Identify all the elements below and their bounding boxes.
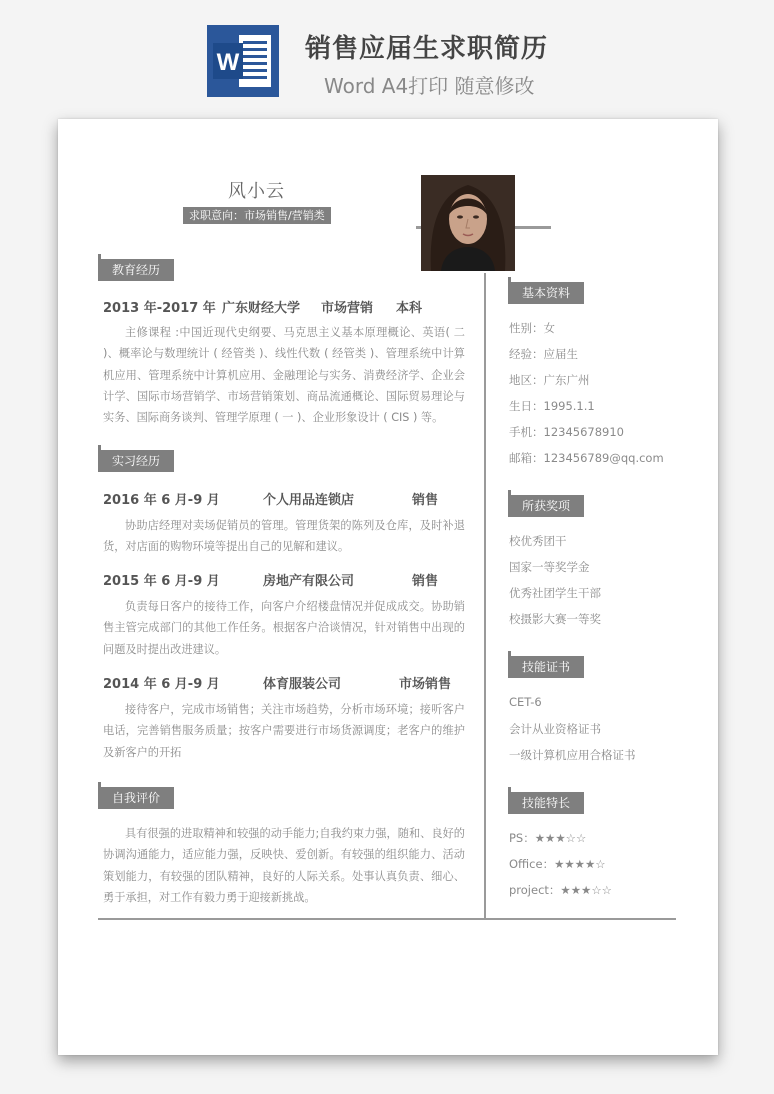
awards-heading: 所获奖项 [508, 495, 584, 517]
internship-role: 销售 [412, 574, 439, 589]
internship-description: 接待客户，完成市场销售；关注市场趋势，分析市场环境；接听客户电话，完善销售服务质量；按客户需要进行市场货源调度；老客户的维护及新客户的开拓 [103, 703, 465, 759]
basic-info-item: 生日：1995.1.1 [509, 399, 595, 413]
education-degree: 本科 [396, 301, 423, 316]
self-eval-description: 具有很强的进取精神和较强的动手能力;自我约束力强，随和、良好的协调沟通能力，适应能力强，反映快、爱创新。有较强的组织能力、活动策划能力，有较强的团队精神，良好的人际关系。处事认真负责、细心、勇于承担，对工作有毅力勇于迎接新挑战。 [103, 827, 465, 904]
education-major: 市场营销 [321, 301, 374, 316]
internship-company: 个人用品连锁店 [263, 493, 355, 508]
internship-period: 2015 年 6 月-9 月 [103, 574, 220, 589]
internship-description: 负责每日客户的接待工作，向客户介绍楼盘情况并促成成交。协助销售主管完成部门的其他工作任务。根据客户洽谈情况，针对销售中出现的问题及时提出改进建议。 [103, 600, 465, 656]
certificate-item: 一级计算机应用合格证书 [509, 748, 636, 762]
internship-company: 房地产有限公司 [263, 574, 355, 589]
word-document-icon [207, 25, 279, 97]
education-period: 2013 年-2017 年 [103, 301, 216, 316]
internship-role: 销售 [412, 493, 439, 508]
internship-company: 体育服装公司 [263, 677, 342, 692]
word-icon-letter: W [216, 49, 240, 76]
award-item: 国家一等奖学金 [509, 560, 590, 574]
skills-heading: 技能特长 [508, 792, 584, 814]
job-intent-badge: 求职意向：市场销售/营销类 [183, 207, 331, 224]
internship-period: 2016 年 6 月-9 月 [103, 493, 220, 508]
internship-heading: 实习经历 [98, 450, 174, 472]
basic-info-heading: 基本资料 [508, 282, 584, 304]
skill-item: Office：★★★★☆ [509, 857, 606, 871]
certificate-item: 会计从业资格证书 [509, 722, 601, 736]
self-eval-heading: 自我评价 [98, 787, 174, 809]
award-item: 优秀社团学生干部 [509, 586, 601, 600]
internship-description: 协助店经理对卖场促销员的管理。管理货架的陈列及仓库，及时补退货，对店面的购物环境等提出自己的见解和建议。 [103, 519, 465, 554]
certificate-item: CET-6 [509, 695, 542, 709]
column-divider [484, 273, 486, 919]
award-item: 校摄影大赛一等奖 [509, 612, 601, 626]
banner-title: 销售应届生求职简历 [305, 34, 549, 64]
bottom-divider [98, 918, 676, 920]
candidate-name: 风小云 [228, 181, 285, 202]
skill-item: PS：★★★☆☆ [509, 831, 587, 845]
profile-photo [421, 175, 515, 271]
basic-info-item: 经验：应届生 [509, 347, 578, 361]
internship-period: 2014 年 6 月-9 月 [103, 677, 220, 692]
internship-role: 市场销售 [399, 677, 452, 692]
award-item: 校优秀团干 [509, 534, 567, 548]
certificates-heading: 技能证书 [508, 656, 584, 678]
basic-info-item: 地区：广东广州 [509, 373, 590, 387]
basic-info-item: 性别：女 [509, 321, 555, 335]
skill-item: project：★★★☆☆ [509, 883, 612, 897]
education-description: 主修课程 :中国近现代史纲要、马克思主义基本原理概论、英语( 二 )、概率论与数理统计 ( 经管类 )、线性代数 ( 经管类 )、管理系统中计算机应用、管理系统中计算机应用、金融理论与实务、消费经济学、企业会计学、国际市场营销学、市场营销策划、商品流通概论、国际贸易理论与实务、国际商务谈判、管理学原理 ( 一 )、企业形象设计 ( CIS ) 等。 [103, 326, 465, 425]
basic-info-item: 邮箱：123456789@qq.com [509, 451, 664, 465]
education-heading: 教育经历 [98, 259, 174, 281]
basic-info-item: 手机：12345678910 [509, 425, 624, 439]
resume-page [58, 119, 718, 1055]
banner-subtitle: Word A4打印 随意修改 [324, 74, 535, 98]
education-school: 广东财经大学 [222, 301, 301, 316]
